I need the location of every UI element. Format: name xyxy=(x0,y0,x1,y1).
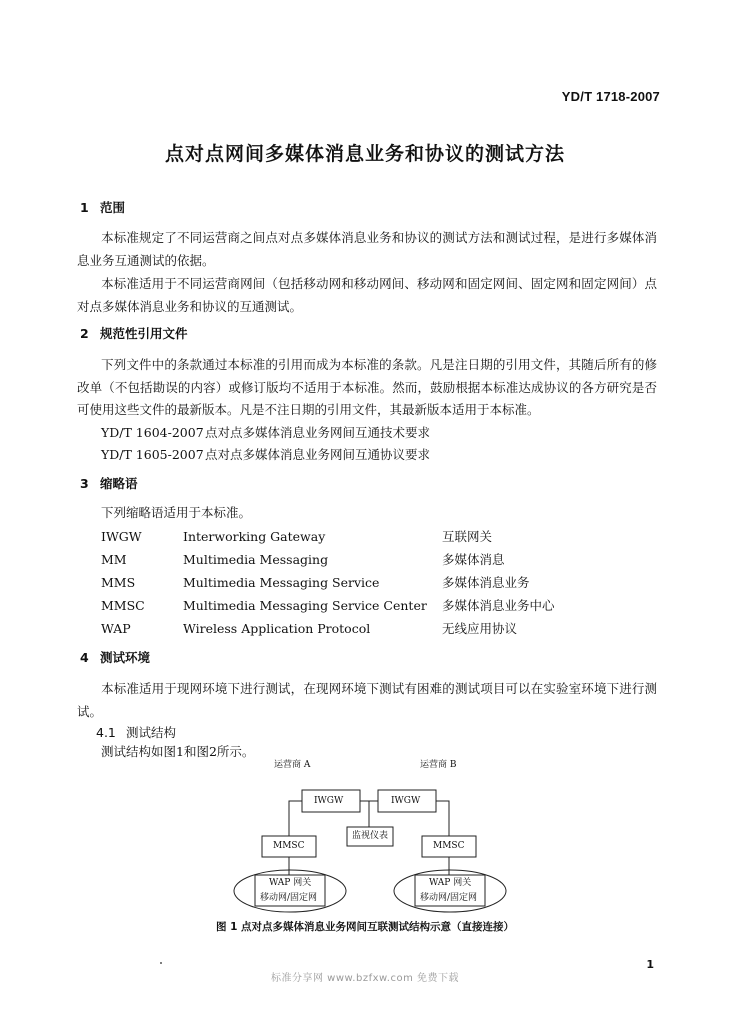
iwgw-b-label: IWGW xyxy=(391,796,421,806)
standard-number: YD/T 1718-2007 xyxy=(561,89,660,104)
subsection-number: 4.1 xyxy=(96,725,116,740)
paragraph-text: 本标准适用于现网环境下进行测试，在现网环境下测试有困难的测试项目可以在实验室环境下进行测试。 xyxy=(77,681,657,719)
page-number: 1 xyxy=(646,958,654,971)
mmsc-b-label: MMSC xyxy=(433,841,465,851)
section-title: 缩略语 xyxy=(100,476,138,491)
subsection-title: 测试结构 xyxy=(126,725,177,740)
reference-code: YD/T 1604-2007 xyxy=(101,425,204,440)
reference-line xyxy=(101,427,430,440)
wap-b-label: WAP 网关 xyxy=(429,878,472,888)
section-title: 规范性引用文件 xyxy=(100,326,188,341)
network-b-label: 移动网/固定网 xyxy=(420,893,478,903)
section-3-intro: 下列缩略语适用于本标准。 xyxy=(101,505,252,520)
abbreviation: WAP xyxy=(101,621,131,636)
english-term: Interworking Gateway xyxy=(183,529,326,544)
section-title: 测试环境 xyxy=(100,650,151,665)
operator-b-label: 运营商 B xyxy=(420,760,457,770)
scan-dot xyxy=(160,962,162,964)
wap-a-label: WAP 网关 xyxy=(269,878,312,888)
abbreviation-row xyxy=(101,574,622,597)
reference-title: 点对点多媒体消息业务网间互通技术要求 xyxy=(205,425,431,440)
abbreviation-table xyxy=(101,528,622,643)
network-a-label: 移动网/固定网 xyxy=(260,893,318,903)
english-term: Wireless Application Protocol xyxy=(183,621,371,636)
section-number: 1 xyxy=(80,200,89,215)
monitor-label: 监视仪表 xyxy=(352,831,389,841)
reference-code: YD/T 1605-2007 xyxy=(101,447,204,462)
section-4-1-paragraph: 测试结构如图1和图2所示。 xyxy=(101,744,255,759)
section-2-paragraph-1 xyxy=(77,354,657,422)
section-4-paragraph-1 xyxy=(77,678,657,723)
english-term: Multimedia Messaging Service xyxy=(183,575,380,590)
abbreviation: MMSC xyxy=(101,598,145,613)
section-number: 2 xyxy=(80,326,89,341)
abbreviation-row xyxy=(101,597,622,620)
english-term: Multimedia Messaging Service Center xyxy=(183,598,427,613)
section-2-heading xyxy=(80,326,188,341)
abbreviation-row xyxy=(101,528,622,551)
chinese-term: 多媒体消息业务 xyxy=(442,575,530,590)
chinese-term: 多媒体消息 xyxy=(442,552,505,567)
paragraph-text: 下列文件中的条款通过本标准的引用而成为本标准的条款。凡是注日期的引用文件，其随后所有的修改单（不包括勘误的内容）或修订版均不适用于本标准。然而，鼓励根据本标准达成协议的各方研究是否可使用这些文件的最新版本。凡是不注日期的引用文件，其最新版本适用于本标准。 xyxy=(77,357,657,417)
figure-1-caption: 图 1 点对点多媒体消息业务网间互联测试结构示意（直接连接） xyxy=(215,921,515,933)
reference-title: 点对点多媒体消息业务网间互通协议要求 xyxy=(205,447,431,462)
section-number: 3 xyxy=(80,476,89,491)
section-number: 4 xyxy=(80,650,89,665)
chinese-term: 无线应用协议 xyxy=(442,621,518,636)
section-title: 范围 xyxy=(100,200,126,215)
chinese-term: 互联网关 xyxy=(442,529,493,544)
mmsc-a-label: MMSC xyxy=(273,841,305,851)
iwgw-a-mmsc-line xyxy=(289,801,302,836)
abbreviation: MM xyxy=(101,552,127,567)
paragraph-text: 本标准适用于不同运营商网间（包括移动网和移动网间、移动网和固定网间、固定网和固定网间）点对点多媒体消息业务和协议的互通测试。 xyxy=(77,276,657,314)
abbreviation-row xyxy=(101,551,622,574)
section-4-heading xyxy=(80,650,150,665)
abbreviation: MMS xyxy=(101,575,136,590)
paragraph-text: 本标准规定了不同运营商之间点对点多媒体消息业务和协议的测试方法和测试过程，是进行多媒体消息业务互通测试的依据。 xyxy=(77,230,657,268)
section-1-heading xyxy=(80,200,125,215)
chinese-term: 多媒体消息业务中心 xyxy=(442,598,555,613)
operator-a-label: 运营商 A xyxy=(274,760,311,770)
watermark: 标准分享网 www.bzfxw.com 免费下载 xyxy=(271,973,459,984)
document-title: 点对点网间多媒体消息业务和协议的测试方法 xyxy=(164,143,565,165)
abbreviation-row xyxy=(101,620,622,643)
figure-1-diagram xyxy=(230,755,530,925)
english-term: Multimedia Messaging xyxy=(183,552,329,567)
section-4-1-heading xyxy=(96,725,176,740)
reference-line xyxy=(101,449,430,462)
iwgw-a-label: IWGW xyxy=(314,796,344,806)
section-3-heading xyxy=(80,476,138,491)
iwgw-b-mmsc-line xyxy=(436,801,449,836)
abbreviation: IWGW xyxy=(101,529,142,544)
section-1-paragraph-1 xyxy=(77,227,657,272)
section-1-paragraph-2 xyxy=(77,273,657,318)
